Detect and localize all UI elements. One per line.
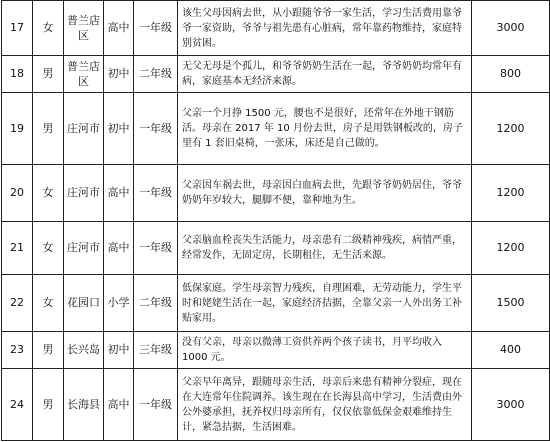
- school-level-cell: 小学: [104, 275, 134, 332]
- aid-amount-cell: 3000: [472, 369, 550, 441]
- gender-cell: 女: [33, 1, 64, 56]
- row-number: 19: [2, 93, 33, 165]
- gender-cell: 男: [33, 369, 64, 441]
- row-number: 17: [2, 1, 33, 56]
- row-number: 24: [2, 369, 33, 441]
- district-cell: 庄河市: [64, 222, 104, 275]
- aid-amount-cell: 3000: [472, 1, 550, 56]
- row-number: 20: [2, 165, 33, 222]
- table-row: [2, 332, 550, 369]
- row-number: 18: [2, 56, 33, 93]
- family-situation-cell: 低保家庭。学生母亲智力残疾，自理困难，无劳动能力，学生平时和姥姥生活在一起，家庭经济拮据，全靠父亲一人外出务工补贴家用。: [178, 275, 472, 332]
- gender-cell: 女: [33, 165, 64, 222]
- school-level-cell: 初中: [104, 93, 134, 165]
- family-situation-cell: 父亲早年离异，跟随母亲生活，母亲后来患有精神分裂症，现在在大连常年住院调养。该生现在在长海县高中学习，生活费由外公外婆承担，抚养权归母亲所有，仅仅依靠低保金艰难维持生计，紧急拮据，生活困难。: [178, 369, 472, 441]
- school-level-cell: 初中: [104, 56, 134, 93]
- family-situation-cell: 父亲因车祸去世，母亲因白血病去世，先跟爷爷奶奶居住，爷爷奶奶年岁较大，腿脚不便，靠种地为生。: [178, 165, 472, 222]
- school-level-cell: 高中: [104, 165, 134, 222]
- gender-cell: 女: [33, 275, 64, 332]
- grade-cell: 二年级: [134, 56, 178, 93]
- gender-cell: 男: [33, 93, 64, 165]
- student-aid-table: [1, 0, 550, 441]
- aid-amount-cell: 1200: [472, 165, 550, 222]
- district-cell: 庄河市: [64, 165, 104, 222]
- row-number: 22: [2, 275, 33, 332]
- district-cell: 普兰店区: [64, 1, 104, 56]
- grade-cell: 一年级: [134, 369, 178, 441]
- family-situation-cell: 没有父亲，母亲以微薄工资供养两个孩子读书，月平均收入 1000 元。: [178, 332, 472, 369]
- aid-amount-cell: 1200: [472, 93, 550, 165]
- district-cell: 长海县: [64, 369, 104, 441]
- grade-cell: 一年级: [134, 165, 178, 222]
- table-row: [2, 275, 550, 332]
- grade-cell: 一年级: [134, 93, 178, 165]
- district-cell: 庄河市: [64, 93, 104, 165]
- school-level-cell: 初中: [104, 332, 134, 369]
- family-situation-cell: 父亲一个月挣 1500 元，腰也不是很好，还常年在外地干钢筋活。母亲在 2017 年 10 月份去世，房子是用铁钢板改的，房子里有 1 套旧桌椅，一张床，床还是自己做的。: [178, 93, 472, 165]
- district-cell: 普兰店区: [64, 56, 104, 93]
- aid-amount-cell: 1500: [472, 275, 550, 332]
- district-cell: 长兴岛: [64, 332, 104, 369]
- table-row: [2, 369, 550, 441]
- family-situation-cell: 父亲脑血栓丧失生活能力，母亲患有二级精神残疾，病情严重，经常发作，无固定房，长期租住，无生活来源。: [178, 222, 472, 275]
- table-row: [2, 56, 550, 93]
- grade-cell: 一年级: [134, 222, 178, 275]
- gender-cell: 男: [33, 56, 64, 93]
- aid-amount-cell: 800: [472, 56, 550, 93]
- row-number: 23: [2, 332, 33, 369]
- family-situation-cell: 无父无母是个孤儿，和爷爷奶奶生活在一起，爷爷奶奶均常年有病，家庭基本无经济来源。: [178, 56, 472, 93]
- family-situation-cell: 该生父母因病去世，从小跟随爷爷一家生活，学习生活费用靠爷爷一家资助，爷爷与祖先患有心脏病，常年靠药物维持，家庭特别贫困。: [178, 1, 472, 56]
- school-level-cell: 高中: [104, 1, 134, 56]
- grade-cell: 三年级: [134, 332, 178, 369]
- gender-cell: 男: [33, 332, 64, 369]
- table-row: [2, 93, 550, 165]
- table-row: [2, 165, 550, 222]
- school-level-cell: 高中: [104, 369, 134, 441]
- grade-cell: 二年级: [134, 275, 178, 332]
- row-number: 21: [2, 222, 33, 275]
- gender-cell: 女: [33, 222, 64, 275]
- table-row: [2, 1, 550, 56]
- school-level-cell: 高中: [104, 222, 134, 275]
- aid-amount-cell: 1200: [472, 222, 550, 275]
- table-row: [2, 222, 550, 275]
- aid-amount-cell: 400: [472, 332, 550, 369]
- district-cell: 花园口: [64, 275, 104, 332]
- grade-cell: 一年级: [134, 1, 178, 56]
